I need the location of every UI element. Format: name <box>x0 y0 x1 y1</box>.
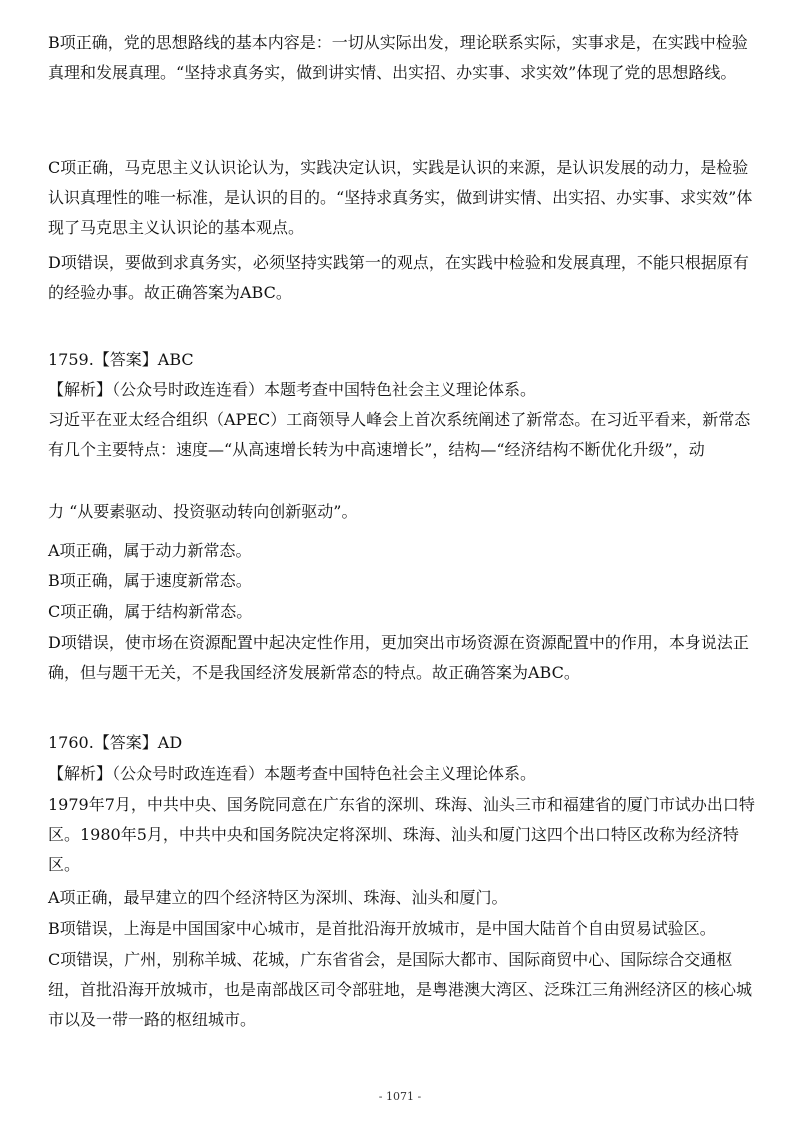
paragraph-c-option-1760: C项错误，广州，别称羊城、花城，广东省省会，是国际大都市、国际商贸中心、国际综合交通枢纽，首批沿海开放城市，也是南部战区司令部驻地，是粤港澳大湾区、泛珠江三角洲经济区的核心城市以及一带一路的枢纽城市。 <box>48 950 753 1029</box>
answer-heading-1759: 1759.【答案】ABC <box>48 350 194 369</box>
analysis-heading-1760: 【解析】（公众号时政连连看）本题考查中国特色社会主义理论体系。 <box>48 764 537 783</box>
paragraph-a-option-1760: A项正确，最早建立的四个经济特区为深圳、珠海、汕头和厦门。 <box>48 888 508 907</box>
paragraph-b-option-1758: B项正确，党的思想路线的基本内容是：一切从实际出发，理论联系实际，实事求是，在实践中检验真理和发展真理。“坚持求真务实，做到讲实情、出实招、办实事、求实效”体现了党的思想路线。 <box>48 33 748 82</box>
paragraph-c-option-1758: C项正确，马克思主义认识论认为，实践决定认识，实践是认识的来源，是认识发展的动力，是检验认识真理性的唯一标准，是认识的目的。“坚持求真务实，做到讲实情、出实招、办实事、求实效”体现了马克思主义认识论的基本观点。 <box>48 158 753 237</box>
page-number: - 1071 - <box>378 1090 422 1103</box>
paragraph-d-option-1759: D项错误，使市场在资源配置中起决定性作用，更加突出市场资源在资源配置中的作用，本身说法正确，但与题干无关，不是我国经济发展新常态的特点。故正确答案为ABC。 <box>48 633 749 682</box>
paragraph-d-option-1758: D项错误，要做到求真务实，必须坚持实践第一的观点，在实践中检验和发展真理，不能只根据原有的经验办事。故正确答案为ABC。 <box>48 253 749 302</box>
paragraph-b-option-1760: B项错误，上海是中国国家中心城市，是首批沿海开放城市，是中国大陆首个自由贸易试验区。 <box>48 919 716 938</box>
paragraph-b-option-1759: B项正确，属于速度新常态。 <box>48 571 252 590</box>
paragraph-new-normal: 习近平在亚太经合组织（APEC）工商领导人峰会上首次系统阐述了新常态。在习近平看来，新常态有几个主要特点：速度—“从高速增长转为中高速增长”，结构—“经济结构不断优化升级”，动 <box>48 410 751 459</box>
answer-heading-1760: 1760.【答案】AD <box>48 733 183 752</box>
paragraph-a-option-1759: A项正确，属于动力新常态。 <box>48 541 252 560</box>
paragraph-new-normal-cont: 力 “从要素驱动、投资驱动转向创新驱动”。 <box>48 502 358 521</box>
analysis-heading-1759: 【解析】（公众号时政连连看）本题考查中国特色社会主义理论体系。 <box>48 380 537 399</box>
paragraph-special-zones: 1979年7月，中共中央、国务院同意在广东省的深圳、珠海、汕头三市和福建省的厦门市试办出口特区。1980年5月，中共中央和国务院决定将深圳、珠海、汕头和厦门这四个出口特区改称为经济特区。 <box>48 795 755 874</box>
paragraph-c-option-1759: C项正确，属于结构新常态。 <box>48 602 253 621</box>
